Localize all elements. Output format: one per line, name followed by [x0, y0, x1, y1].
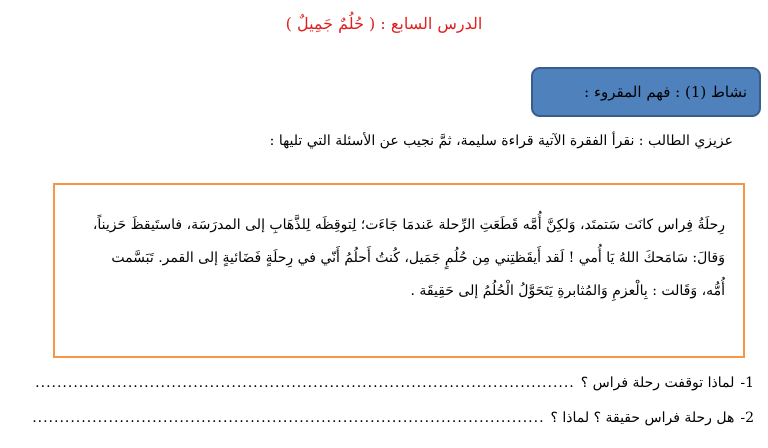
reading-passage: [75, 209, 725, 308]
question-2-number: 2-: [740, 410, 754, 426]
reading-passage-box: [53, 183, 745, 358]
question-1: [35, 375, 754, 391]
activity-heading-box: [531, 67, 761, 117]
question-1-text: لماذا توقفت رحلة فراس ؟: [580, 375, 735, 391]
lesson-title: الدرس السابع : ( حُلُمٌ جَمِيلٌ ): [285, 14, 483, 33]
question-1-number: 1-: [740, 375, 754, 391]
instruction-text: عزيزي الطالب : نقرأ الفقرة الآتية قراءة سليمة، ثمَّ نجيب عن الأسئلة التي تليها :: [269, 133, 733, 149]
passage-line-1: رِحلَةُ فِراس كانَت سَتمتَد، وَلكِنَّ أُمَّه قَطَعَتِ الرِّحلة عَندمَا جَاءَت؛ لِتوقِظَه لِلذَّهَابِ إلى المدرَسَة، فاستَيقظَ حَزيناً،: [92, 217, 725, 233]
passage-line-3: أُمُّه، وَقَالت : بِالْعزمِ وَالمُثابرةِ يَتَحَوَّلُ الْحُلُمُ إلى حَقِيقَة .: [410, 283, 725, 299]
passage-line-2: وَقالَ: سَامَحكَ اللهُ يَا أُمي ! لَقد أَيقَظتِني مِن حُلُمٍ جَمَيل، كُنتُ أَحلُمُ أَنّي في رِحلَةٍ فَضَائيةٍ إلى القمر. تَبَسَّمت: [111, 250, 725, 266]
question-2: [32, 410, 754, 426]
question-2-text: هل رحلة فراس حقيقة ؟ لماذا ؟: [550, 410, 735, 426]
question-1-answer-line[interactable]: ...................................................................................................: [35, 375, 575, 391]
question-2-answer-line[interactable]: ..............................................................................................: [32, 410, 545, 426]
activity-heading-label: نشاط (1) : فهم المقروء :: [584, 83, 747, 101]
